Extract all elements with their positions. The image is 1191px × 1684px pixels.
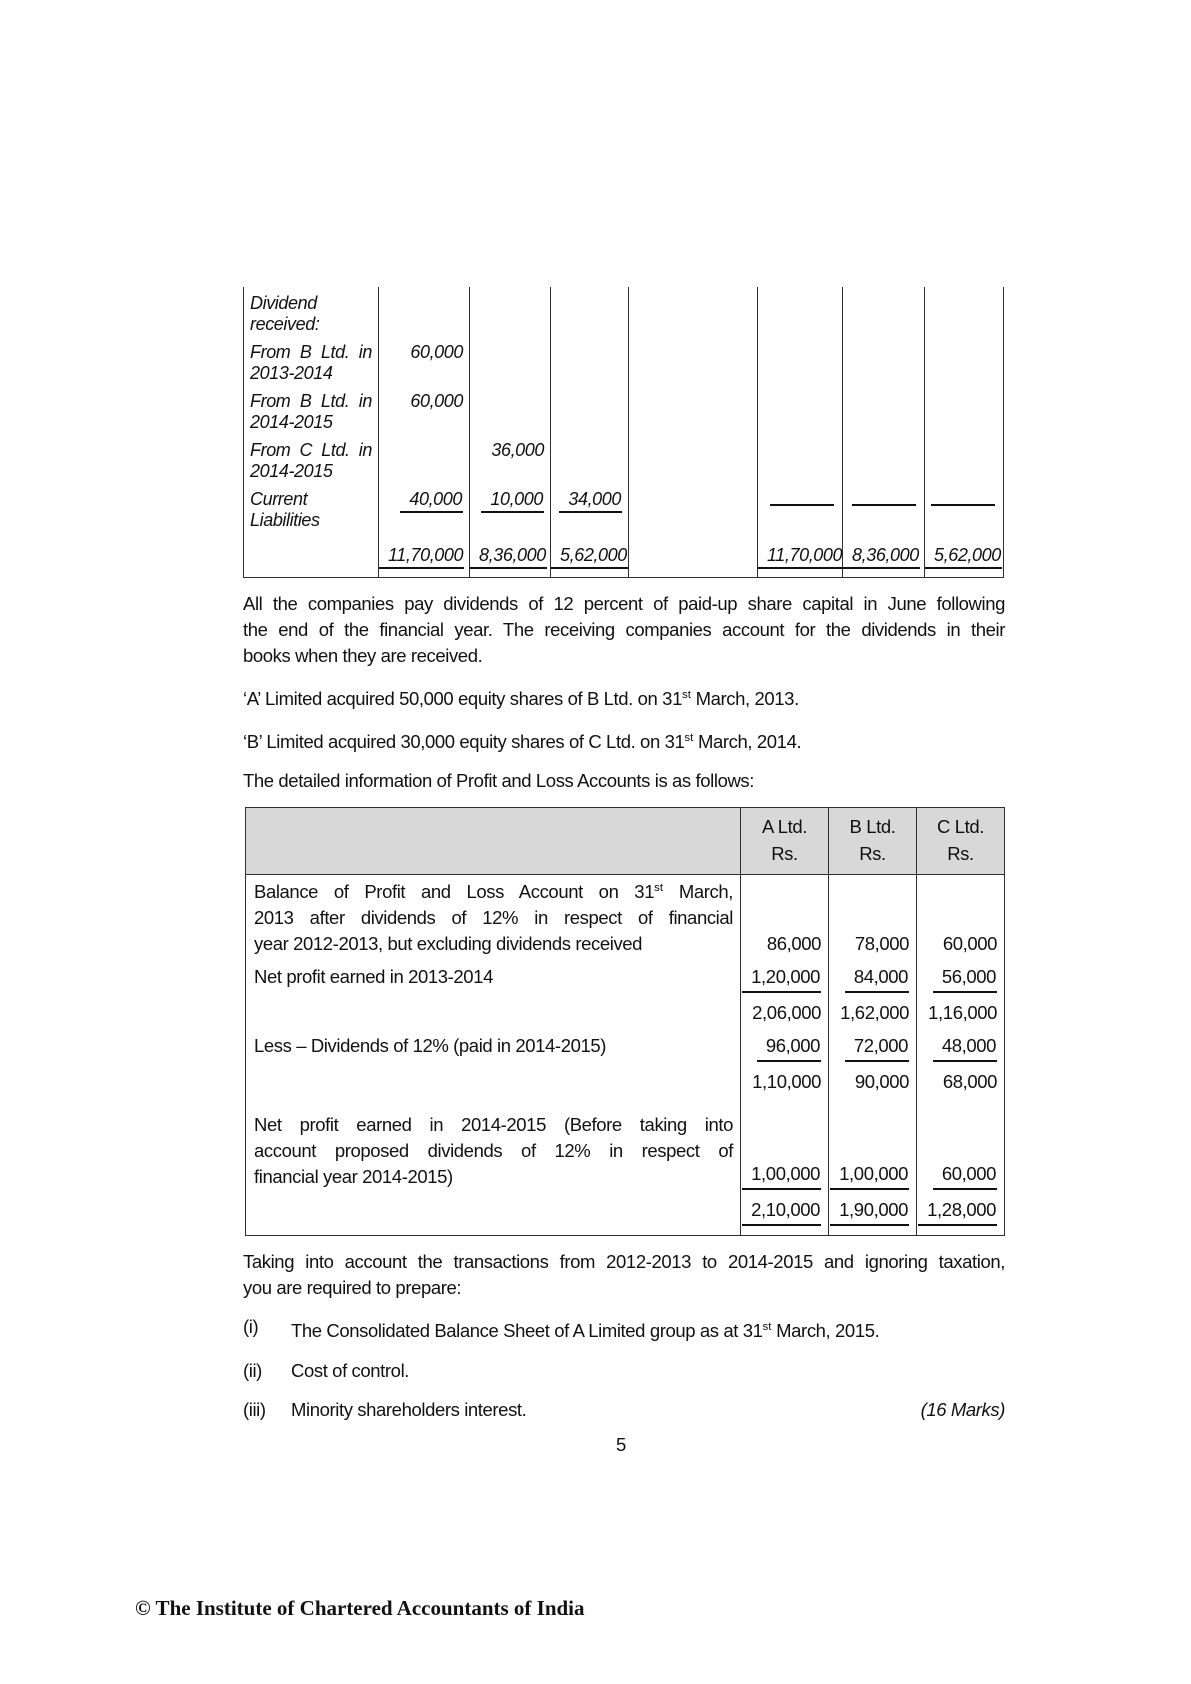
- cell-value: 96,000: [757, 1033, 821, 1062]
- table-row: [246, 875, 1005, 958]
- paragraph-dividend-policy: [243, 591, 1005, 669]
- total-value: 11,70,000: [758, 544, 843, 569]
- paragraph-a-acquisition: ‘A’ Limited acquired 50,000 equity shares of B Ltd. on 31st March, 2013.: [243, 688, 799, 710]
- row-label: [244, 335, 379, 384]
- cell-value: 60,000: [379, 384, 470, 433]
- column-header-c: C Ltd. Rs.: [917, 808, 1005, 875]
- table-row: [244, 433, 1004, 482]
- total-value: 5,62,000: [925, 544, 1002, 569]
- list-item-i: (i) The Consolidated Balance Sheet of A Limited group as at 31st March, 2015.: [243, 1314, 1005, 1344]
- paragraph-line: All the companies pay dividends of 12 percent of paid-up share capital in June following: [243, 593, 1005, 614]
- column-header-b: B Ltd. Rs.: [829, 808, 917, 875]
- table-row: [244, 482, 1004, 531]
- total-value: 8,36,000: [470, 544, 547, 569]
- label-line: Dividend: [250, 293, 317, 313]
- cell-value: 86,000: [741, 875, 829, 958]
- page-number: 5: [616, 1433, 626, 1455]
- cell-value: 10,000: [481, 489, 544, 513]
- cell-value: 60,000: [379, 335, 470, 384]
- cell-value: 1,20,000: [742, 964, 821, 993]
- paragraph-line: you are required to prepare:: [243, 1277, 462, 1299]
- label-line: 2014-2015: [250, 412, 333, 432]
- paragraph-requirement: [243, 1249, 1005, 1301]
- superscript: st: [681, 689, 691, 701]
- superscript: st: [684, 732, 694, 745]
- table-row: [246, 957, 1005, 993]
- paragraph-b-acquisition: ‘B’ Limited acquired 30,000 equity shares of C Ltd. on 31st March, 2014.: [243, 731, 802, 753]
- cell-value: 60,000: [933, 1161, 997, 1190]
- table-row: [246, 1026, 1005, 1062]
- row-label: Net profit earned in 2013-2014: [254, 966, 493, 988]
- row-label: [244, 433, 379, 482]
- cell-value: 68,000: [917, 1062, 1005, 1095]
- cell-value: 48,000: [933, 1033, 997, 1062]
- superscript: st: [654, 882, 663, 895]
- label-line: From B Ltd. in: [250, 342, 372, 362]
- label-line: Current: [250, 489, 308, 509]
- table-row: [246, 1095, 1005, 1190]
- total-value: 8,36,000: [843, 544, 920, 569]
- cell-value: 60,000: [917, 875, 1005, 958]
- table-row: [246, 1062, 1005, 1095]
- cell-value: 40,000: [400, 489, 463, 513]
- item-number: (iii): [243, 1398, 266, 1420]
- label-line: 2013-2014: [250, 363, 333, 383]
- column-header-a: A Ltd. Rs.: [741, 808, 829, 875]
- paragraph-line: the end of the financial year. The receiving companies account for the dividends in their: [243, 619, 1005, 640]
- row-label: [244, 287, 379, 335]
- row-label: Less – Dividends of 12% (paid in 2014-2015): [254, 1035, 607, 1057]
- cell-value: 56,000: [933, 964, 997, 993]
- cell-value: 1,00,000: [830, 1161, 909, 1190]
- item-number: (ii): [243, 1359, 262, 1381]
- cell-value: 1,16,000: [917, 993, 1005, 1026]
- balance-sheet-continued-table: [243, 287, 1004, 578]
- blank-rule: [770, 489, 834, 506]
- label-line: From C Ltd. in: [250, 440, 372, 460]
- table-row: [244, 287, 1004, 335]
- cell-value: 2,06,000: [741, 993, 829, 1026]
- cell-value: 78,000: [829, 875, 917, 958]
- row-label: Net profit earned in 2014-2015 (Before taking into account proposed dividends of 12% in respect of financial year 2014-2015): [254, 1114, 733, 1188]
- total-value: 2,10,000: [742, 1197, 821, 1226]
- label-line: Liabilities: [250, 510, 320, 530]
- paragraph-line: Taking into account the transactions from 2012-2013 to 2014-2015 and ignoring taxation,: [243, 1251, 1005, 1273]
- cell-value: 1,10,000: [741, 1062, 829, 1095]
- profit-loss-table: [245, 807, 1005, 1236]
- totals-row: [244, 531, 1004, 578]
- total-value: 1,28,000: [918, 1197, 997, 1226]
- paragraph-line: books when they are received.: [243, 645, 483, 666]
- item-number: (i): [243, 1316, 259, 1338]
- row-label: Balance of Profit and Loss Account on 31st March, 2013 after dividends of 12% in respect of financial year 2012-2013, but excluding dividends received: [254, 881, 733, 955]
- label-line: 2014-2015: [250, 461, 333, 481]
- cell-value: 34,000: [559, 489, 622, 513]
- cell-value: 90,000: [829, 1062, 917, 1095]
- total-value: 5,62,000: [551, 544, 628, 569]
- marks-label: (16 Marks): [920, 1398, 1005, 1420]
- cell-value: 84,000: [845, 964, 909, 993]
- content-column: [237, 287, 1005, 1456]
- blank-rule: [852, 489, 916, 506]
- row-label: [244, 482, 379, 531]
- table-row: [246, 993, 1005, 1026]
- cell-value: 1,00,000: [742, 1161, 821, 1190]
- row-label: [244, 384, 379, 433]
- totals-row: [246, 1190, 1005, 1236]
- table-row: [244, 335, 1004, 384]
- copyright-footer: © The Institute of Chartered Accountants of India: [135, 1596, 585, 1620]
- total-value: 11,70,000: [379, 544, 464, 569]
- list-item-iii: (iii) (16 Marks) Minority shareholders interest.: [243, 1397, 1005, 1423]
- total-value: 1,90,000: [830, 1197, 909, 1226]
- list-item-ii: (ii) Cost of control.: [243, 1358, 1005, 1384]
- cell-value: 1,62,000: [829, 993, 917, 1026]
- label-line: From B Ltd. in: [250, 391, 372, 411]
- paragraph-pl-intro: The detailed information of Profit and Loss Accounts is as follows:: [243, 770, 755, 792]
- cell-value: 72,000: [845, 1033, 909, 1062]
- blank-rule: [931, 489, 995, 506]
- header-row: [246, 808, 1005, 875]
- superscript: st: [762, 1321, 772, 1334]
- label-line: received:: [250, 314, 320, 334]
- cell-value: 36,000: [470, 433, 551, 482]
- table-row: [244, 384, 1004, 433]
